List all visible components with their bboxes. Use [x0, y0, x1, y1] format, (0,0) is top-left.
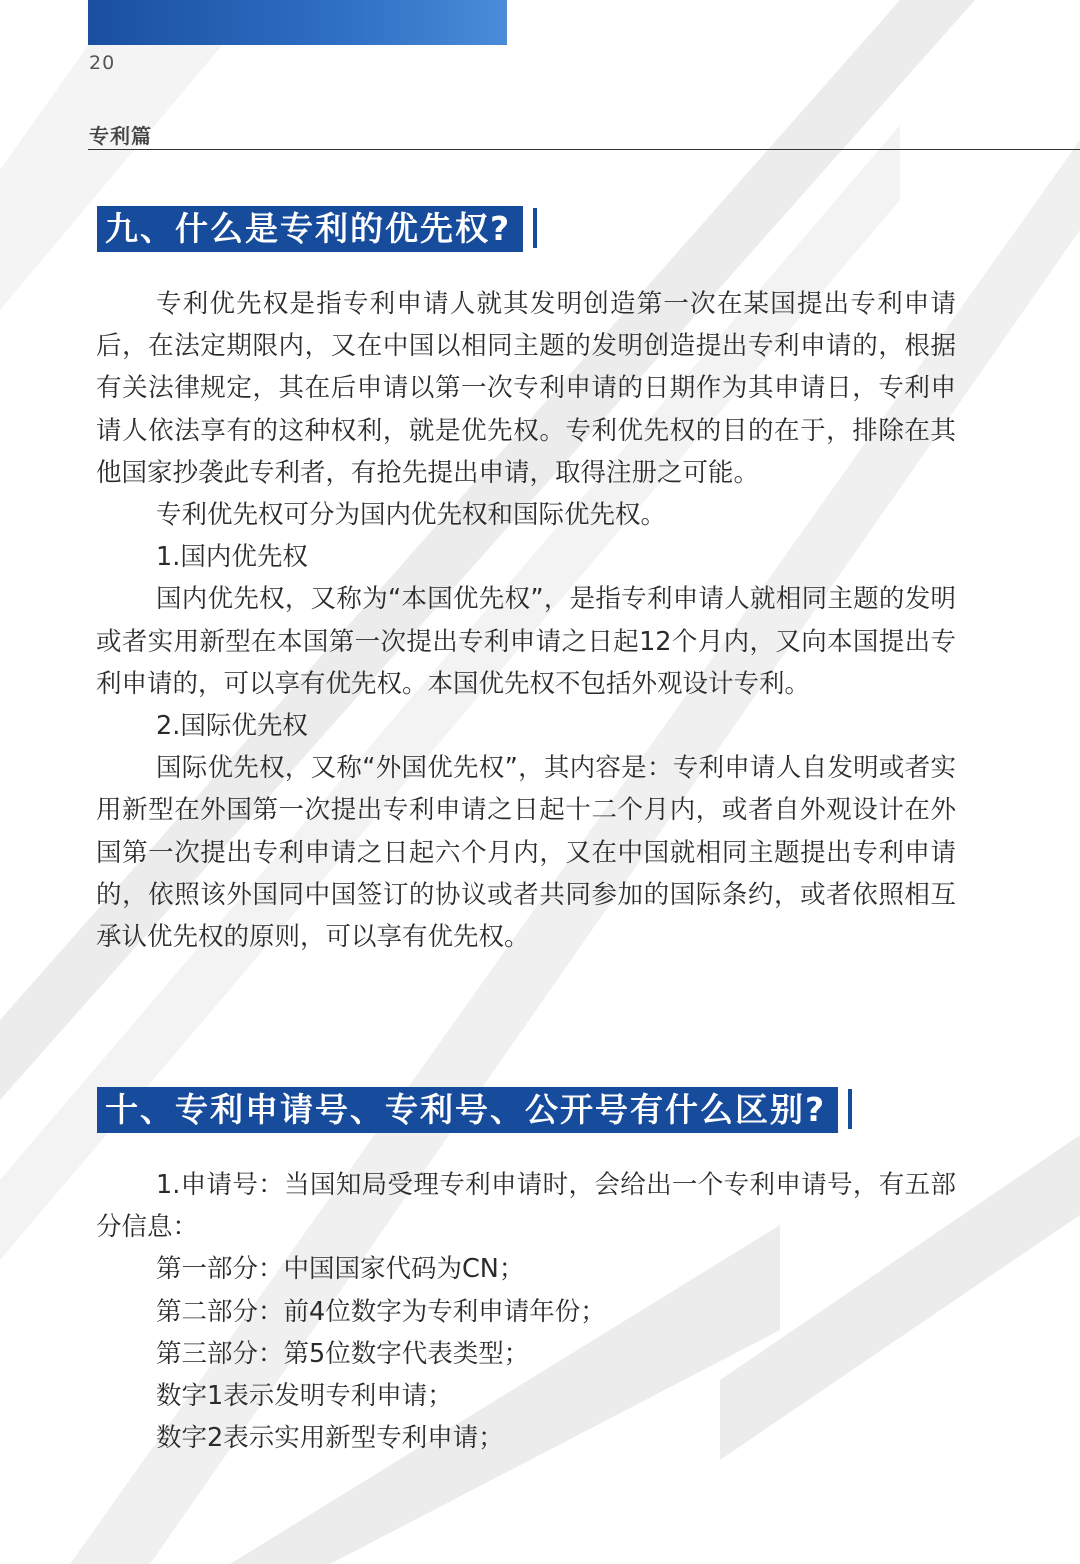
- section-heading-numbers: [97, 1087, 838, 1133]
- paragraph: 数字2表示实用新型专利申请；: [156, 1423, 504, 1454]
- paragraph: 2.国际优先权: [156, 711, 308, 742]
- paragraph: 数字1表示发明专利申请；: [156, 1381, 453, 1412]
- paragraph: 1.申请号：当国知局受理专利申请时，会给出一个专利申请号，有五部分信息：: [96, 1170, 956, 1243]
- section-body-numbers: [96, 1164, 956, 1459]
- section-label: 专利篇: [89, 124, 152, 148]
- paragraph: 1.国内优先权: [156, 542, 308, 573]
- heading-accent-mark: [533, 208, 537, 248]
- section-heading-text: 九、什么是专利的优先权?: [105, 209, 512, 248]
- paragraph: 第一部分：中国国家代码为CN；: [156, 1254, 525, 1285]
- section-heading-text: 十、专利申请号、专利号、公开号有什么区别?: [105, 1090, 827, 1129]
- paragraph: 专利优先权可分为国内优先权和国际优先权。: [156, 500, 667, 531]
- section-body-priority: [96, 283, 956, 958]
- paragraph: 国内优先权，又称为“本国优先权”，是指专利申请人就相同主题的发明或者实用新型在本国第一次提出专利申请之日起12个月内，又向本国提出专利申请的，可以享有优先权。本国优先权不包括外观设计专利。: [96, 584, 956, 699]
- heading-accent-mark: [848, 1089, 852, 1129]
- paragraph: 第三部分：第5位数字代表类型；: [156, 1338, 530, 1369]
- header-accent-bar: [88, 0, 507, 45]
- header-divider: [88, 149, 1080, 150]
- paragraph: 专利优先权是指专利申请人就其发明创造第一次在某国提出专利申请后，在法定期限内，又在中国以相同主题的发明创造提出专利申请的，根据有关法律规定，其在后申请以第一次专利申请的日期作为其申请日，专利申请人依法享有的这种权利，就是优先权。专利优先权的目的在于，排除在其他国家抄袭此专利者，有抢先提出申请，取得注册之可能。: [96, 289, 956, 488]
- page-number: 20: [89, 52, 116, 74]
- paragraph: 国际优先权，又称“外国优先权”，其内容是：专利申请人自发明或者实用新型在外国第一次提出专利申请之日起十二个月内，或者自外观设计在外国第一次提出专利申请之日起六个月内，又在中国就相同主题提出专利申请的，依照该外国同中国签订的协议或者共同参加的国际条约，或者依照相互承认优先权的原则，可以享有优先权。: [96, 753, 956, 953]
- section-heading-priority: [97, 206, 523, 252]
- paragraph: 第二部分：前4位数字为专利申请年份；: [156, 1296, 606, 1327]
